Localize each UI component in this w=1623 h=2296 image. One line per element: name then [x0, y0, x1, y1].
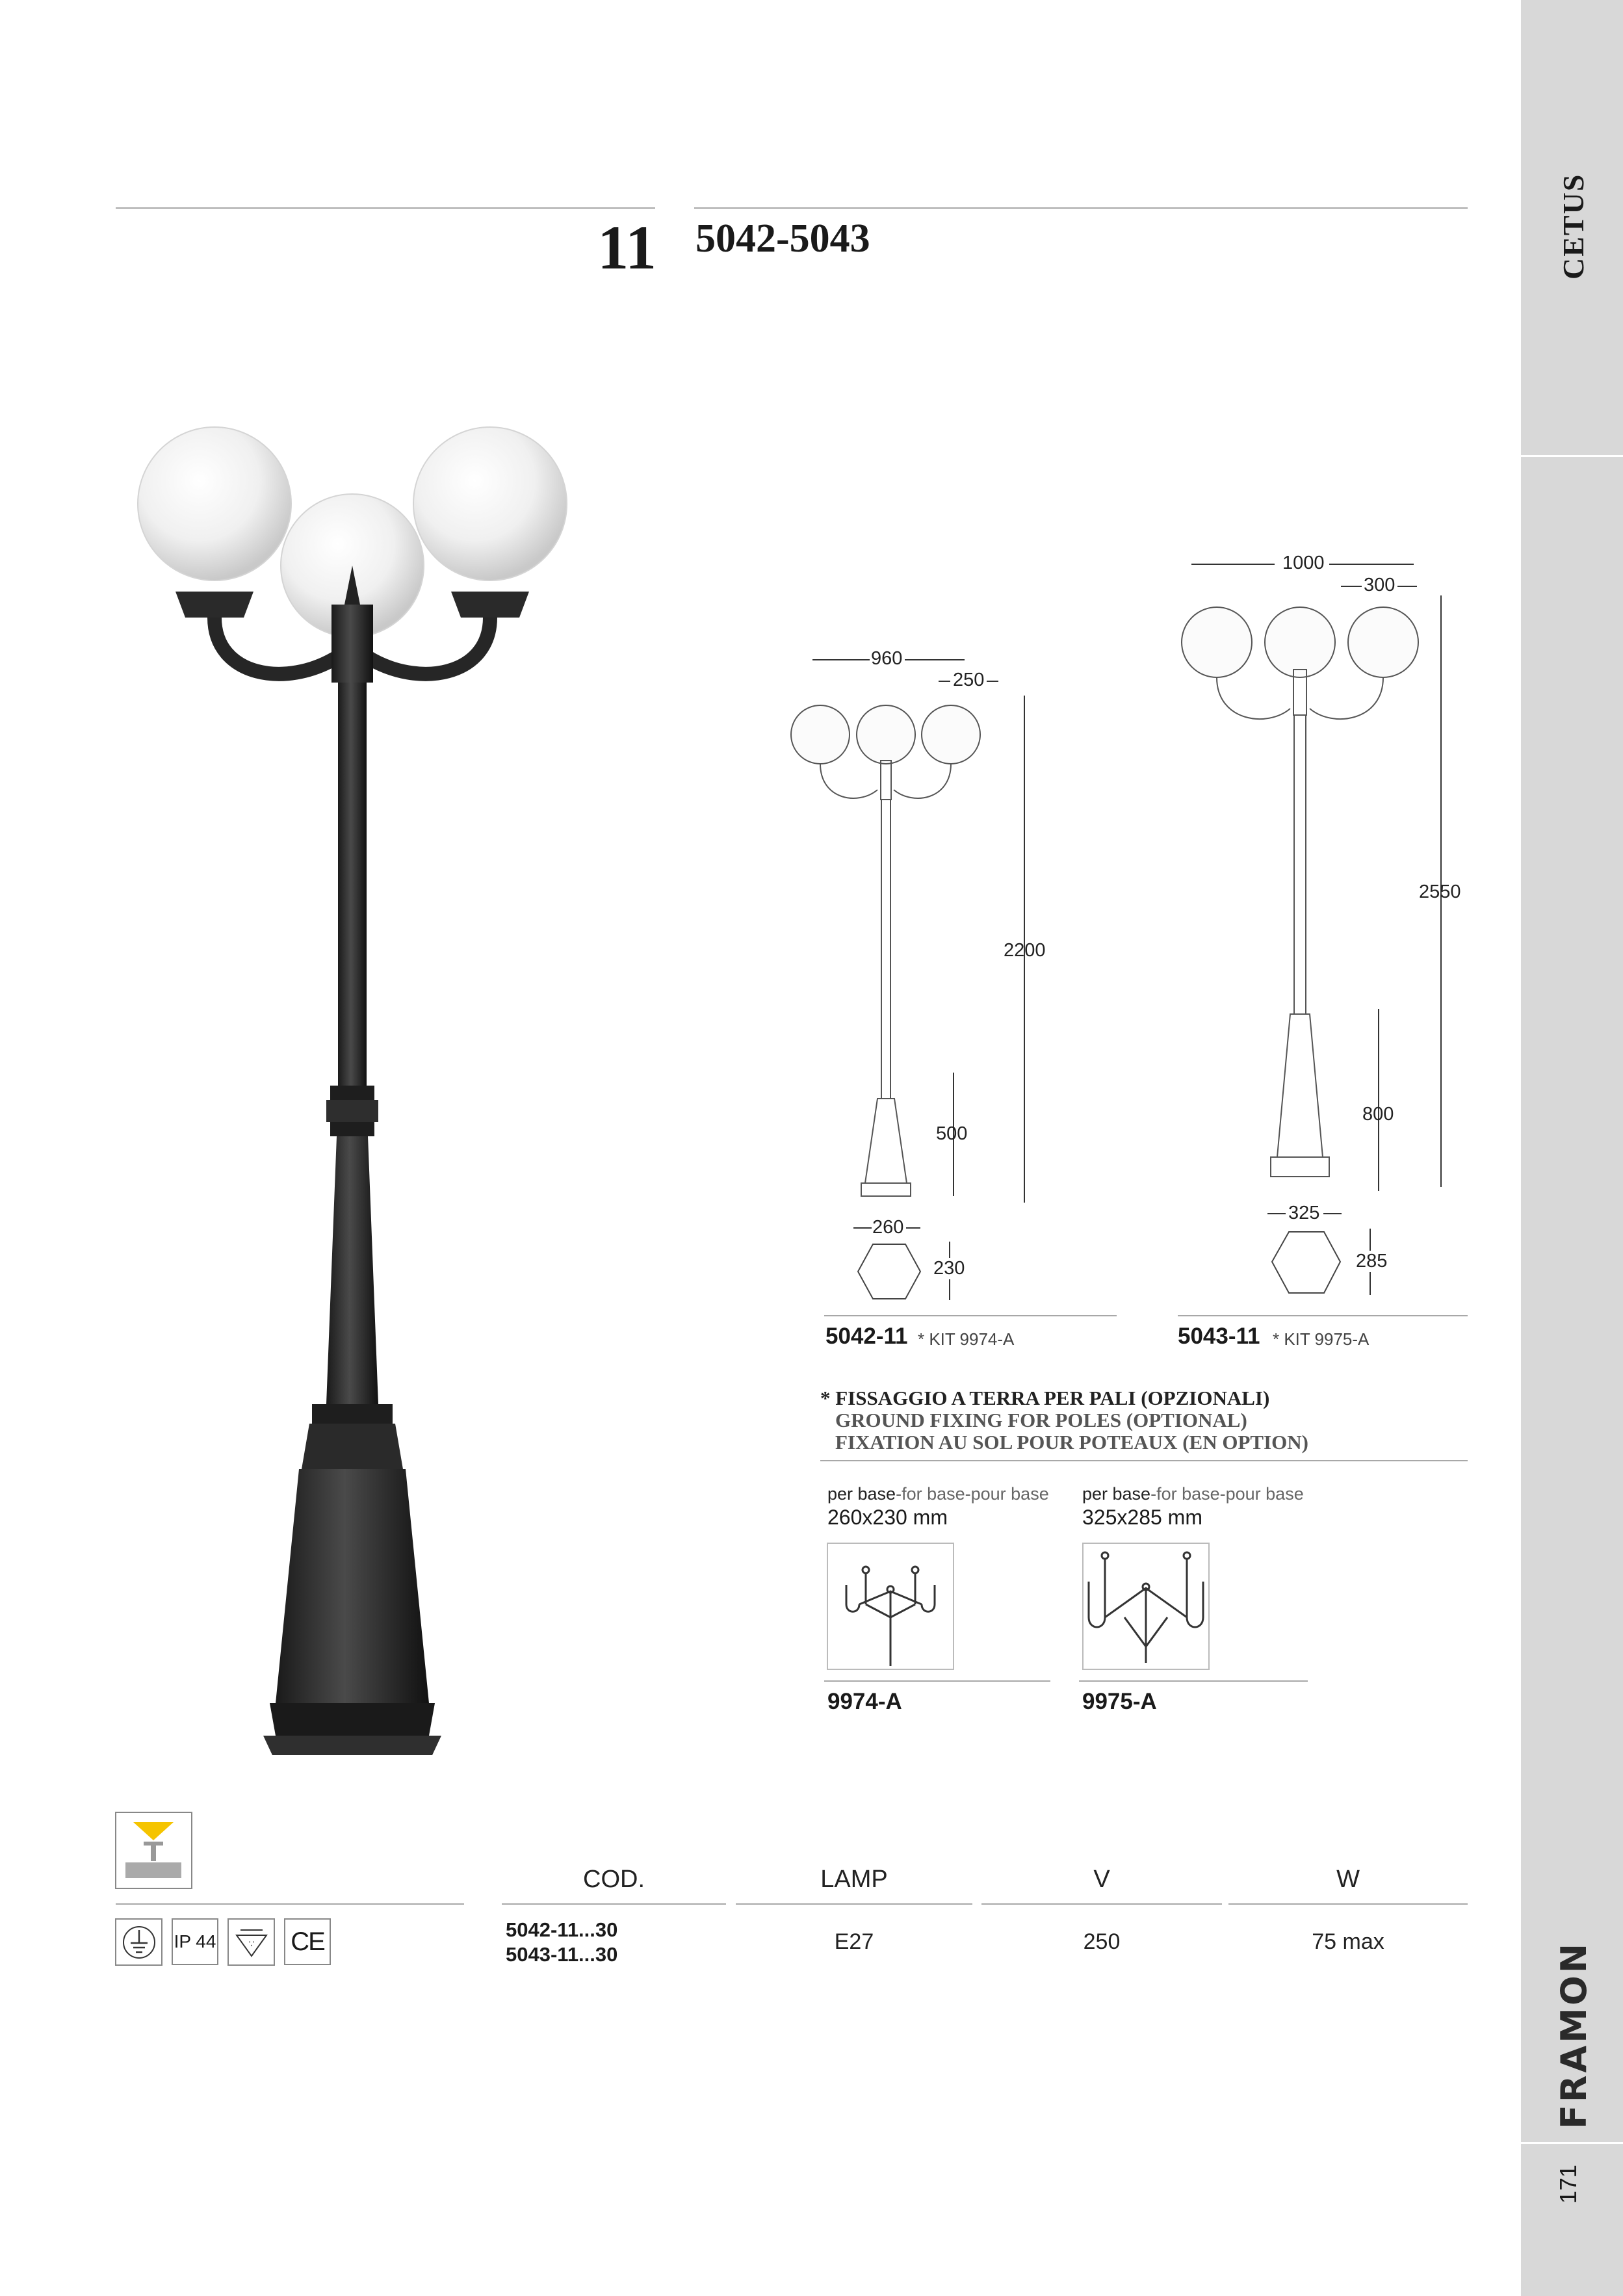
- kit-code-9974: 9974-A: [827, 1689, 902, 1714]
- ip-rating-badge: IP 44: [172, 1918, 218, 1965]
- kit-ref-5042: * KIT 9974-A: [918, 1329, 1015, 1349]
- table-header-lamp: LAMP: [820, 1866, 888, 1893]
- dim-line: [987, 681, 998, 682]
- kit-9975-size: 325x285 mm: [1082, 1506, 1202, 1529]
- table-header-rule: [116, 1903, 464, 1905]
- per-base-translations: -for base-pour base: [896, 1484, 1049, 1504]
- flammable-surface-icon: [227, 1918, 276, 1966]
- fixing-rule: [820, 1460, 1468, 1461]
- table-row: [506, 1918, 617, 1967]
- chapter-number: 11: [597, 213, 656, 282]
- table-header-v: V: [1093, 1866, 1110, 1893]
- page-title: 5042-5043: [695, 216, 870, 261]
- kit-rule: [824, 1680, 1050, 1682]
- table-cell-watt: 75 max: [1312, 1929, 1384, 1954]
- kit-code-9975: 9975-A: [1082, 1689, 1157, 1714]
- kit-9975-image: [1082, 1543, 1210, 1670]
- table-header-rule: [736, 1903, 972, 1905]
- caption-rule: [1178, 1315, 1468, 1316]
- dim-line: [1267, 1213, 1286, 1214]
- dim-height-5043: 2550: [1419, 881, 1461, 902]
- sidebar-divider: [1521, 2142, 1623, 2144]
- table-header-cod: COD.: [583, 1866, 645, 1893]
- fixing-heading-en: GROUND FIXING FOR POLES (OPTIONAL): [835, 1409, 1247, 1431]
- ce-mark-icon: CE: [284, 1918, 331, 1965]
- table-cell-lamp: E27: [834, 1929, 874, 1954]
- kit-9974-base-note: [827, 1484, 1049, 1504]
- header-rule-right: [694, 207, 1468, 209]
- sidebar: [1521, 0, 1623, 2296]
- product-code: 5042-11...30: [506, 1918, 618, 1941]
- base-hexagon-5043: [1271, 1231, 1342, 1296]
- dim-base-height-5043: 800: [1362, 1104, 1394, 1125]
- dim-line: [906, 1227, 920, 1229]
- table-header-w: W: [1336, 1866, 1360, 1893]
- table-header-rule: [1228, 1903, 1468, 1905]
- table-header-rule: [981, 1903, 1222, 1905]
- base-hexagon-5042: [857, 1243, 922, 1301]
- page-number: 171: [1555, 2164, 1581, 2204]
- dim-line: [1329, 564, 1414, 565]
- framon-logo: FRAMON: [1553, 1940, 1594, 2129]
- dim-line: [812, 659, 870, 660]
- dim-base-width-5042: 260: [872, 1217, 904, 1238]
- dim-base-width-5043: 325: [1288, 1203, 1320, 1223]
- dim-base-depth-5043: 285: [1356, 1251, 1388, 1272]
- table-cell-volt: 250: [1083, 1929, 1121, 1954]
- model-code-5043: 5043-11: [1178, 1324, 1260, 1349]
- drawing-5042: [780, 644, 1053, 1320]
- per-base-label: per base: [827, 1484, 896, 1504]
- dim-width-5042: 960: [871, 648, 903, 669]
- per-base-translations: -for base-pour base: [1150, 1484, 1304, 1504]
- header-rule-left: [116, 207, 655, 209]
- dim-line-vertical: [1378, 1009, 1379, 1191]
- product-code: 5043-11...30: [506, 1943, 618, 1966]
- dim-line: [905, 659, 965, 660]
- dim-height-5042: 2200: [1004, 940, 1046, 961]
- per-base-label: per base: [1082, 1484, 1151, 1504]
- kit-9975-base-note: [1082, 1484, 1304, 1504]
- svg-text:∵: ∵: [248, 1939, 255, 1950]
- dim-line: [1397, 586, 1417, 587]
- drawing-5043: [1170, 598, 1430, 1248]
- dim-spacing-5042: 250: [953, 670, 985, 690]
- dim-base-depth-5042: 230: [933, 1258, 965, 1279]
- caption-rule: [824, 1315, 1117, 1316]
- kit-9974-size: 260x230 mm: [827, 1506, 948, 1529]
- dim-base-height-5042: 500: [936, 1123, 968, 1144]
- floor-lamp-category-icon: [115, 1812, 193, 1890]
- sidebar-divider: [1521, 455, 1623, 457]
- kit-9974-image: [827, 1543, 954, 1670]
- dim-line: [1191, 564, 1275, 565]
- product-photo: [123, 429, 591, 1762]
- fixing-heading-it: * FISSAGGIO A TERRA PER PALI (OPZIONALI): [820, 1387, 1270, 1409]
- table-header-rule: [502, 1903, 726, 1905]
- dim-line: [1323, 1213, 1342, 1214]
- kit-rule: [1079, 1680, 1308, 1682]
- dim-line: [1341, 586, 1362, 587]
- dim-line: [853, 1227, 872, 1229]
- dim-line: [939, 681, 950, 682]
- earth-ground-icon: [115, 1918, 163, 1966]
- kit-ref-5043: * KIT 9975-A: [1273, 1329, 1370, 1349]
- brand-tab-label: CETUS: [1557, 173, 1590, 280]
- model-code-5042: 5042-11: [825, 1324, 908, 1349]
- fixing-heading-fr: FIXATION AU SOL POUR POTEAUX (EN OPTION): [835, 1431, 1308, 1454]
- dim-width-5043: 1000: [1282, 553, 1325, 573]
- dim-spacing-5043: 300: [1364, 575, 1396, 595]
